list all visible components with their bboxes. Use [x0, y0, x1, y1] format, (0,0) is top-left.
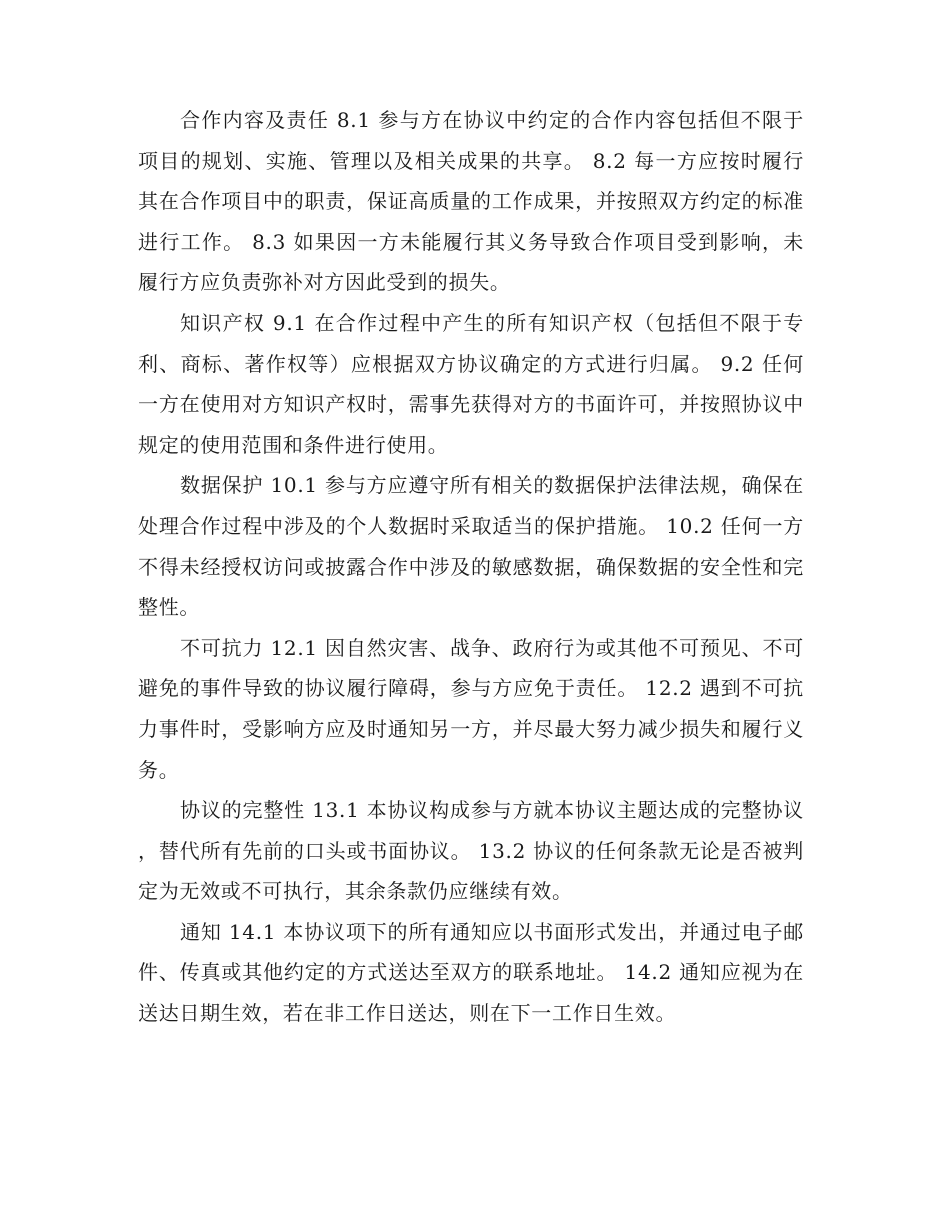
- paragraph-entire-agreement: 协议的完整性 13.1 本协议构成参与方就本协议主题达成的完整协议，替代所有先前的口头或书面协议。 13.2 协议的任何条款无论是否被判定为无效或不可执行，其余条款仍应继续有效。: [138, 798, 804, 904]
- paragraph-cooperation-responsibility: 合作内容及责任 8.1 参与方在协议中约定的合作内容包括但不限于项目的规划、实施、管理以及相关成果的共享。 8.2 每一方应按时履行其在合作项目中的职责，保证高质量的工作成果，并按照双方约定的标准进行工作。 8.3 如果因一方未能履行其义务导致合作项目受到影响，未履行方应负责弥补对方因此受到的损失。: [138, 108, 804, 295]
- paragraph-notice: 通知 14.1 本协议项下的所有通知应以书面形式发出，并通过电子邮件、传真或其他约定的方式送达至双方的联系地址。 14.2 通知应视为在送达日期生效，若在非工作日送达，则在下一工作日生效。: [138, 919, 804, 1026]
- paragraph-intellectual-property: 知识产权 9.1 在合作过程中产生的所有知识产权（包括但不限于专利、商标、著作权等）应根据双方协议确定的方式进行归属。 9.2 任何一方在使用对方知识产权时，需事先获得对方的书面许可，并按照协议中规定的使用范围和条件进行使用。: [138, 310, 804, 457]
- paragraph-force-majeure: 不可抗力 12.1 因自然灾害、战争、政府行为或其他不可预见、不可避免的事件导致的协议履行障碍，参与方应免于责任。 12.2 遇到不可抗力事件时，受影响方应及时通知另一方，并尽最大努力减少损失和履行义务。: [138, 635, 804, 782]
- paragraph-data-protection: 数据保护 10.1 参与方应遵守所有相关的数据保护法律法规，确保在处理合作过程中涉及的个人数据时采取适当的保护措施。 10.2 任何一方不得未经授权访问或披露合作中涉及的敏感数据，确保数据的安全性和完整性。: [138, 473, 804, 620]
- document-body: [138, 100, 804, 1034]
